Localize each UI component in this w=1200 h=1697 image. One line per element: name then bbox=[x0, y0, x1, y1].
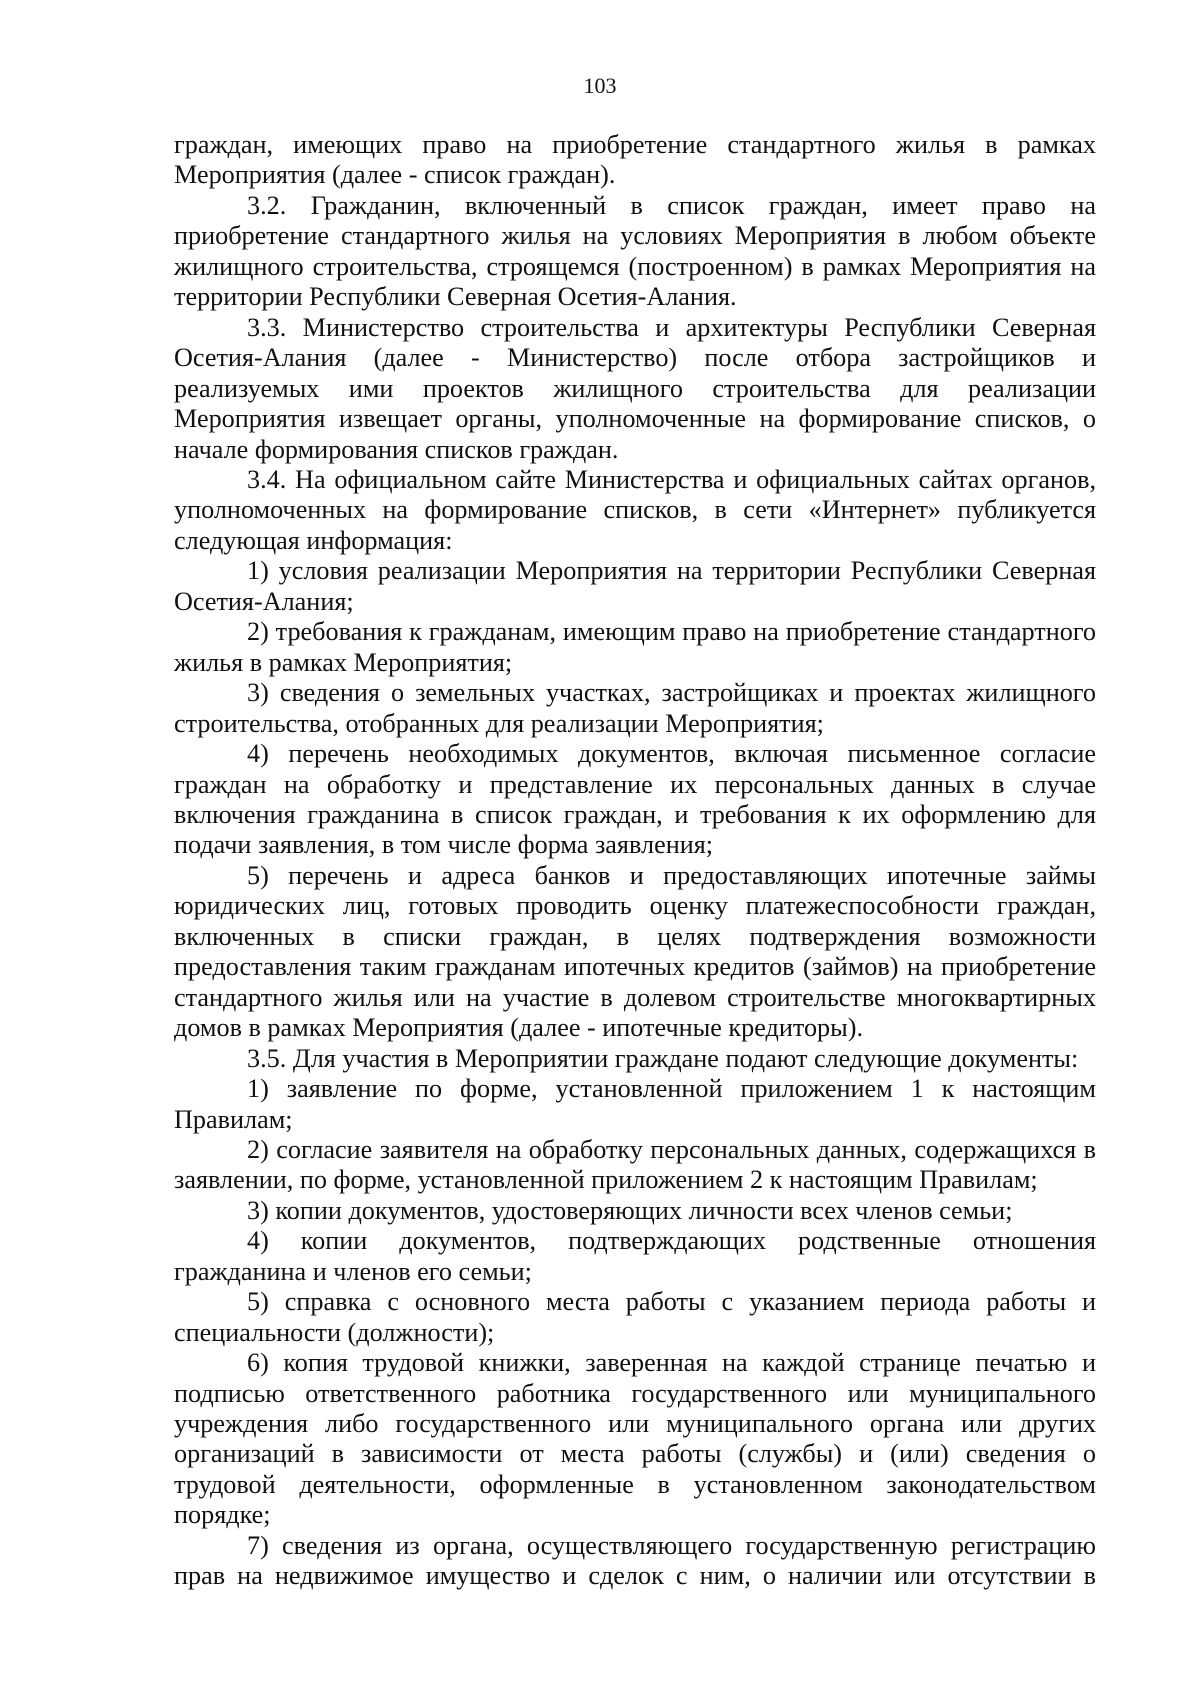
list-item: 1) заявление по форме, установленной приложением 1 к настоящим Правилам; bbox=[174, 1074, 1096, 1134]
list-item: 7) сведения из органа, осуществляющего государственную регистрацию прав на недвижимое имущество и сделок с ним, о наличии или отсутствии в bbox=[174, 1530, 1096, 1591]
paragraph: 3.4. На официальном сайте Министерства и официальных сайтах органов, уполномоченных на формирование списков, в сети «Интернет» публикуется следующая информация: bbox=[174, 464, 1096, 555]
list-item: 5) справка с основного места работы с указанием периода работы и специальности (должности); bbox=[174, 1287, 1096, 1347]
list-item: 4) копии документов, подтверждающих родственные отношения гражданина и членов его семьи; bbox=[174, 1226, 1096, 1286]
page-number: 103 bbox=[583, 73, 617, 98]
list-item: 3) копии документов, удостоверяющих личности всех членов семьи; bbox=[247, 1195, 1013, 1225]
paragraph: граждан, имеющих право на приобретение стандартного жилья в рамках Мероприятия (далее - список граждан). bbox=[174, 130, 1096, 190]
paragraph: 3.5. Для участия в Мероприятии граждане подают следующие документы: bbox=[247, 1043, 1079, 1073]
list-item: 4) перечень необходимых документов, включая письменное согласие граждан на обработку и представление их персональных данных в случае включения гражданина в список граждан, и требования к их оформлению для подачи заявления, в том числе форма заявления; bbox=[174, 739, 1096, 860]
list-item: 5) перечень и адреса банков и предоставляющих ипотечные займы юридических лиц, готовых проводить оценку платежеспособности граждан, включенных в списки граждан, в целях подтверждения возможности предоставления таким гражданам ипотечных кредитов (займов) на приобретение стандартного жилья или на участие в долевом строительстве многоквартирных домов в рамках Мероприятия (далее - ипотечные кредиторы). bbox=[174, 860, 1096, 1043]
list-item: 1) условия реализации Мероприятия на территории Республики Северная Осетия-Алания; bbox=[174, 556, 1096, 616]
document-body bbox=[174, 130, 1096, 1592]
paragraph: 3.2. Гражданин, включенный в список граждан, имеет право на приобретение стандартного жилья на условиях Мероприятия в любом объекте жилищного строительства, строящемся (построенном) в рамках Мероприятия на территории Республики Северная Осетия-Алания. bbox=[174, 190, 1096, 312]
list-item: 3) сведения о земельных участках, застройщиках и проектах жилищного строительства, отобранных для реализации Мероприятия; bbox=[174, 678, 1096, 738]
list-item: 6) копия трудовой книжки, заверенная на каждой странице печатью и подписью ответственного работника государственного или муниципального учреждения либо государственного или муниципального органа или других организаций в зависимости от места работы (службы) и (или) сведения о трудовой деятельности, оформленные в установленном законодательством порядке; bbox=[174, 1348, 1096, 1530]
list-item: 2) согласие заявителя на обработку персональных данных, содержащихся в заявлении, по форме, установленной приложением 2 к настоящим Правилам; bbox=[174, 1134, 1096, 1195]
list-item: 2) требования к гражданам, имеющим право на приобретение стандартного жилья в рамках Мероприятия; bbox=[174, 617, 1096, 677]
paragraph: 3.3. Министерство строительства и архитектуры Республики Северная Осетия-Алания (далее - Министерство) после отбора застройщиков и реализуемых ими проектов жилищного строительства для реализации Мероприятия извещает органы, уполномоченные на формирование списков, о начале формирования списков граждан. bbox=[174, 312, 1096, 464]
